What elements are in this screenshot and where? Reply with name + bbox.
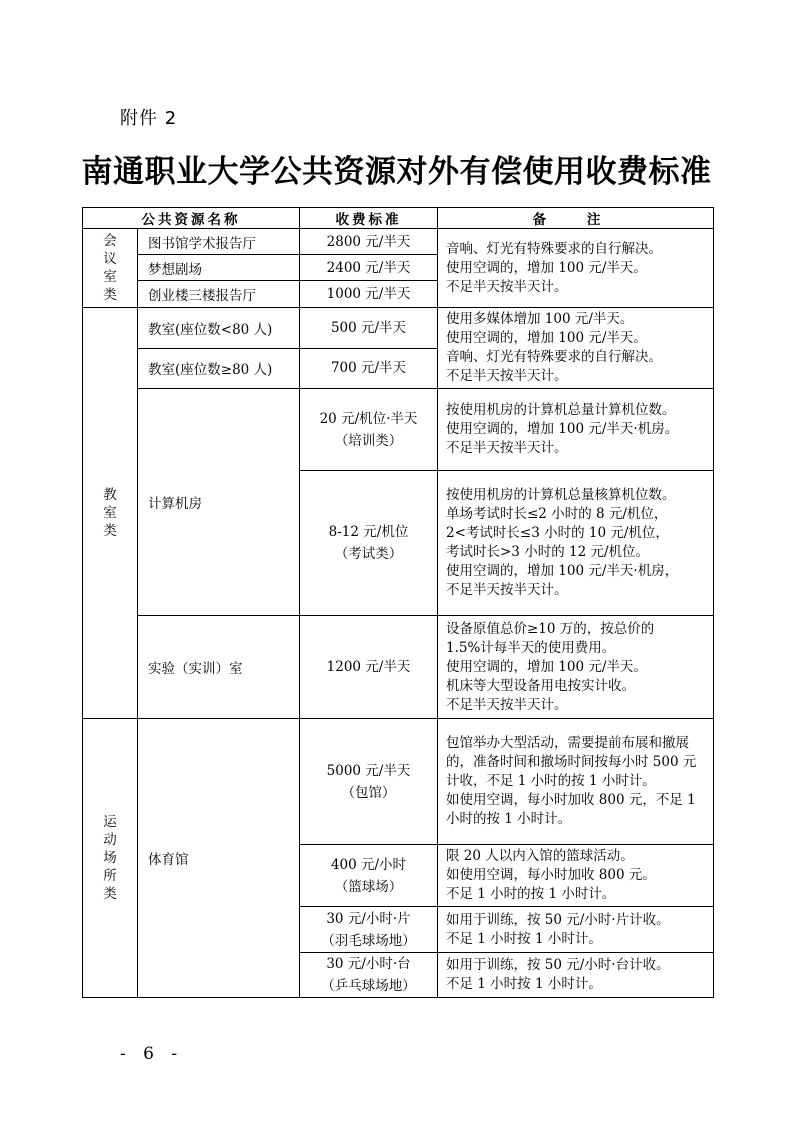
- note-cell: [438, 845, 714, 907]
- category-classroom: [83, 308, 138, 719]
- fee-value: [300, 907, 438, 953]
- note-line: 机床等大型设备用电按实计收。: [446, 677, 635, 694]
- fee-line: 20 元/机位·半天: [319, 410, 418, 427]
- note-line: 使用空调的，增加 100 元/半天。: [446, 330, 647, 346]
- attachment-label: 附件 2: [120, 108, 178, 129]
- resource-name: 图书馆学术报告厅: [138, 229, 300, 255]
- fee-value: 1000 元/半天: [300, 281, 438, 308]
- resource-name: 教室(座位数≥80 人): [138, 348, 300, 389]
- fee-value: 1200 元/半天: [300, 616, 438, 719]
- note-line: 音响、灯光有特殊要求的自行解决。: [446, 349, 662, 365]
- note-cell: [438, 616, 714, 719]
- note-line: 限 20 人以内入馆的篮球活动。: [446, 848, 634, 864]
- fee-value: [300, 845, 438, 907]
- note-line: 1.5%计每半天的使用费用。: [446, 639, 616, 656]
- category-label: 教室类: [103, 487, 117, 539]
- note-line: 按使用机房的计算机总量计算机位数。: [446, 402, 676, 418]
- note-line: 不足半天按半天计。: [446, 278, 568, 295]
- page-number: - 6 -: [120, 1044, 184, 1064]
- note-cell: [438, 719, 714, 845]
- note-line: 不足 1 小时按 1 小时计。: [446, 976, 602, 992]
- fee-line: （包馆）: [341, 784, 396, 801]
- table-row: [83, 719, 714, 845]
- note-line: 不足 1 小时的按 1 小时计。: [446, 886, 616, 902]
- note-cell: [438, 907, 714, 953]
- fee-line: 5000 元/半天: [326, 762, 411, 779]
- note-line: 单场考试时长≤2 小时的 8 元/机位，: [446, 506, 668, 522]
- note-line: 不足 1 小时按 1 小时计。: [446, 930, 602, 947]
- fee-line: （考试类）: [334, 546, 403, 562]
- fee-line: （培训类）: [334, 432, 403, 449]
- fee-value: [300, 471, 438, 616]
- category-label: 运动场所类: [103, 814, 117, 902]
- fee-line: 8-12 元/机位: [328, 524, 409, 540]
- fee-value: 500 元/半天: [300, 308, 438, 349]
- note-line: 2<考试时长≤3 小时的 10 元/机位，: [446, 525, 669, 541]
- resource-name: 创业楼三楼报告厅: [138, 281, 300, 308]
- fee-value: 700 元/半天: [300, 348, 438, 389]
- note-line: 音响、灯光有特殊要求的自行解决。: [446, 240, 662, 257]
- note-line: 使用空调的，增加 100 元/半天。: [446, 658, 647, 675]
- table-row: [83, 229, 714, 255]
- resource-name: 体育馆: [138, 719, 300, 998]
- fee-line: （篮球场）: [334, 878, 403, 895]
- fee-line: 30 元/小时·片: [326, 910, 411, 927]
- note-line: 使用多媒体增加 100 元/半天。: [446, 311, 634, 327]
- note-line: 设备原值总价≥10 万的，按总价的: [446, 620, 655, 637]
- fee-table: [82, 207, 714, 998]
- note-line: 如使用空调，每小时加收 800 元，不足 1 小时的按 1 小时计。: [446, 792, 696, 827]
- header-fee: 收费标准: [300, 208, 438, 229]
- note-cell: [438, 308, 714, 389]
- document-title: 南通职业大学公共资源对外有偿使用收费标准: [81, 154, 712, 190]
- resource-name: 梦想剧场: [138, 255, 300, 281]
- table-header-row: [83, 208, 714, 229]
- resource-name: 教室(座位数<80 人): [138, 308, 300, 349]
- fee-value: 2800 元/半天: [300, 229, 438, 255]
- note-line: 如用于训练，按 50 元/小时·片计收。: [446, 911, 670, 928]
- note-line: 包馆举办大型活动，需要提前布展和撤展的，准备时间和撤场时间按每小时 500 元计收，不足 1 小时的按 1 小时计。: [446, 735, 697, 789]
- fee-line: 30 元/小时·台: [326, 956, 411, 972]
- table-row: [83, 308, 714, 349]
- note-line: 不足半天按半天计。: [446, 696, 568, 713]
- category-label: 会议室类: [103, 233, 117, 303]
- fee-value: [300, 719, 438, 845]
- note-line: 不足半天按半天计。: [446, 582, 568, 598]
- table-row: [83, 616, 714, 719]
- note-line: 不足半天按半天计。: [446, 368, 568, 384]
- note-cell: [438, 471, 714, 616]
- note-line: 不足半天按半天计。: [446, 440, 568, 456]
- fee-value: [300, 389, 438, 471]
- note-line: 使用空调的，增加 100 元/半天。: [446, 259, 647, 276]
- category-sports: [83, 719, 138, 998]
- table-row: [83, 389, 714, 471]
- header-resource-name: 公共资源名称: [83, 208, 300, 229]
- note-line: 使用空调的，增加 100 元/半天·机房。: [446, 421, 679, 437]
- fee-value: 2400 元/半天: [300, 255, 438, 281]
- resource-name: 计算机房: [138, 389, 300, 616]
- fee-line: 400 元/小时: [330, 856, 407, 873]
- note-line: 考试时长>3 小时的 12 元/机位。: [446, 544, 650, 560]
- note-cell: [438, 389, 714, 471]
- fee-line: （羽毛球场地）: [321, 932, 416, 949]
- note-line: 如用于训练，按 50 元/小时·台计收。: [446, 957, 670, 973]
- resource-name: 实验（实训）室: [138, 616, 300, 719]
- note-cell: [438, 229, 714, 308]
- header-note: 备 注: [438, 208, 714, 229]
- category-meeting: [83, 229, 138, 308]
- fee-value: [300, 953, 438, 998]
- note-line: 如使用空调，每小时加收 800 元。: [446, 867, 656, 883]
- fee-line: （乒乓球场地）: [321, 978, 416, 994]
- note-cell: [438, 953, 714, 998]
- note-line: 使用空调的，增加 100 元/半天·机房，: [446, 563, 679, 579]
- note-line: 按使用机房的计算机总量核算机位数。: [446, 487, 676, 503]
